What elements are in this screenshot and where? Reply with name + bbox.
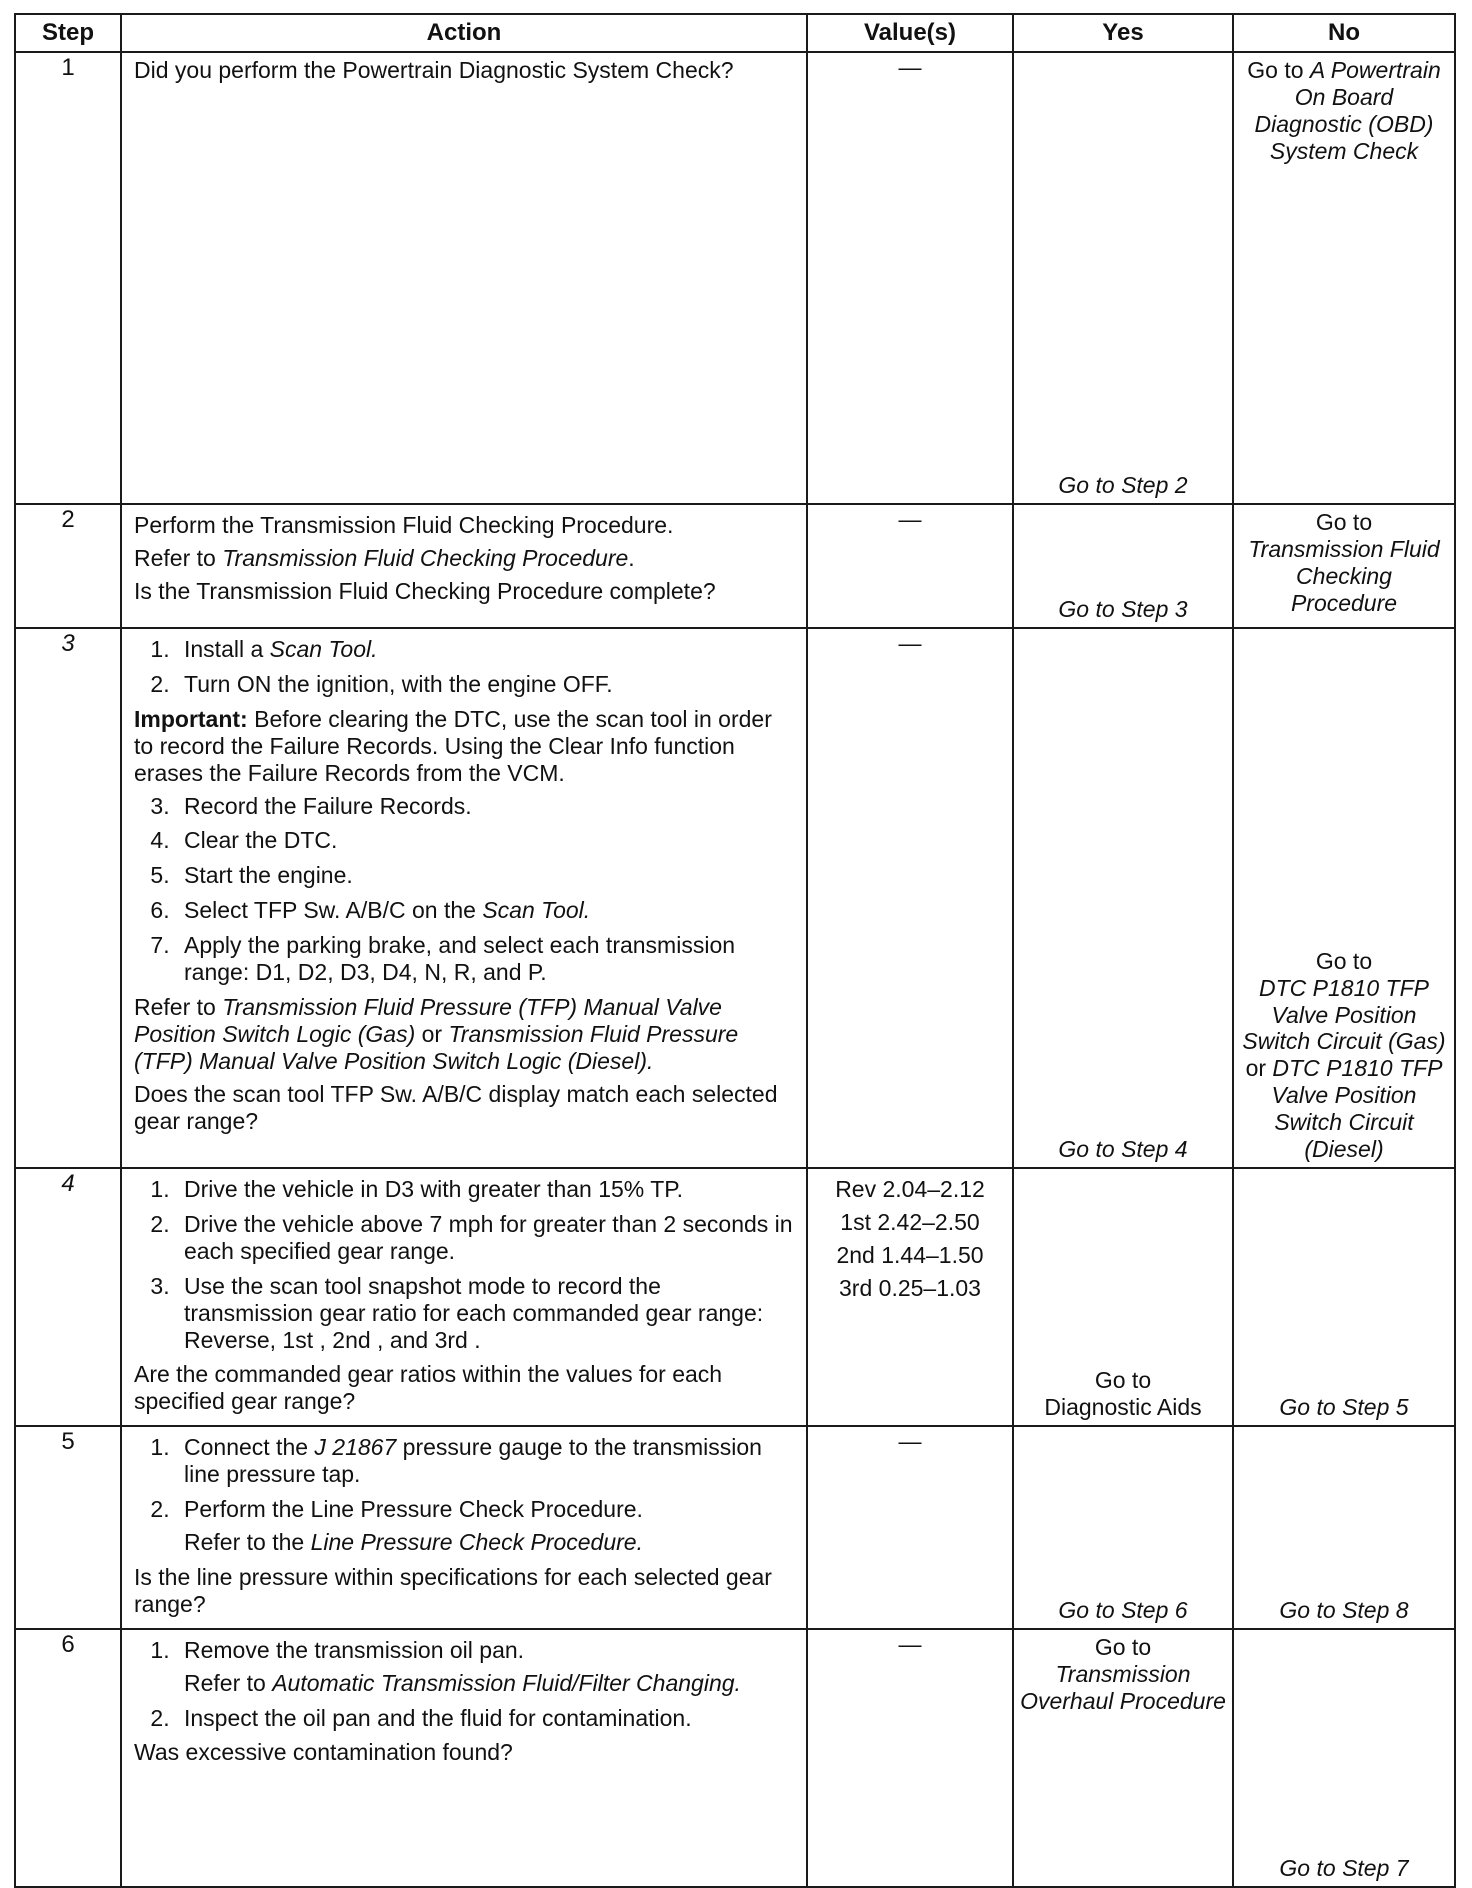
yes-target: Transmission Overhaul Procedure xyxy=(1020,1660,1226,1714)
no-link[interactable]: Go to Step 7 xyxy=(1279,1854,1409,1881)
item-text: Remove the transmission oil pan. xyxy=(184,1636,525,1663)
refer-target[interactable]: Transmission Fluid Checking Procedure xyxy=(222,544,629,571)
list-item: 3. Use the scan tool snapshot mode to record the transmission gear ratio for each commanded gear range: Reverse, 1st , 2nd , and 3rd . xyxy=(176,1273,796,1354)
action-cell xyxy=(121,1629,807,1887)
action-question: Are the commanded gear ratios within the values for each specified gear range? xyxy=(134,1361,723,1415)
list-item xyxy=(176,897,796,924)
refer-target[interactable]: Automatic Transmission Fluid/Filter Changing. xyxy=(272,1669,741,1696)
action-list xyxy=(134,1434,796,1556)
value-cell: — xyxy=(807,1629,1013,1887)
no-cell xyxy=(1233,52,1455,504)
no-cell xyxy=(1233,1629,1455,1887)
no-or: or xyxy=(1245,1055,1267,1082)
action-text: Did you perform the Powertrain Diagnostic System Check? xyxy=(134,57,734,83)
header-step: Step xyxy=(15,14,121,52)
yes-cell xyxy=(1013,52,1233,504)
action-cell xyxy=(121,628,807,1168)
yes-link[interactable] xyxy=(1020,1634,1226,1714)
item-text: Install a xyxy=(184,636,264,662)
gear-ratio-value: 2nd 1.44–1.50 xyxy=(836,1241,984,1268)
action-cell xyxy=(121,52,807,504)
value-cell xyxy=(807,1168,1013,1426)
action-question: Does the scan tool TFP Sw. A/B/C display match each selected gear range? xyxy=(134,1080,778,1134)
item-italic: Scan Tool. xyxy=(269,636,378,662)
yes-prefix: Go to xyxy=(1094,1367,1152,1394)
list-item: 4. Clear the DTC. xyxy=(176,827,796,854)
value-cell: — xyxy=(807,504,1013,628)
item-text: Connect the xyxy=(184,1434,309,1461)
action-cell xyxy=(121,1426,807,1628)
list-item xyxy=(176,1496,796,1556)
gear-ratio-value: 1st 2.42–2.50 xyxy=(840,1208,980,1235)
diagnostic-table xyxy=(14,13,1456,1888)
no-cell xyxy=(1233,1426,1455,1628)
value-cell: — xyxy=(807,52,1013,504)
action-list xyxy=(134,1637,796,1732)
refer-prefix: Refer to the xyxy=(184,1528,305,1555)
list-item: 2. Drive the vehicle above 7 mph for greater than 2 seconds in each specified gear range. xyxy=(176,1211,796,1265)
yes-cell xyxy=(1013,1629,1233,1887)
no-link[interactable] xyxy=(1242,948,1445,1162)
no-cell xyxy=(1233,504,1455,628)
list-item xyxy=(176,636,796,663)
step-number: 4 xyxy=(15,1168,121,1426)
refer-prefix: Refer to xyxy=(134,993,216,1020)
value-cell: — xyxy=(807,628,1013,1168)
no-prefix: Go to xyxy=(1247,57,1304,83)
gear-ratio-value: Rev 2.04–2.12 xyxy=(835,1176,985,1202)
action-list xyxy=(134,793,796,986)
item-text: Select TFP Sw. A/B/C on the xyxy=(184,897,476,924)
list-item: 2. Turn ON the ignition, with the engine OFF. xyxy=(176,671,796,698)
header-values: Value(s) xyxy=(807,14,1013,52)
list-item: 7. Apply the parking brake, and select each transmission range: D1, D2, D3, D4, N, R, and P. xyxy=(176,932,796,986)
no-cell xyxy=(1233,1168,1455,1426)
no-prefix: Go to xyxy=(1315,947,1373,974)
list-item xyxy=(176,1637,796,1697)
action-question: Is the Transmission Fluid Checking Procedure complete? xyxy=(134,577,716,604)
yes-prefix: Go to xyxy=(1094,1633,1152,1660)
no-target: DTC P1810 TFP Valve Position Switch Circuit (Diesel) xyxy=(1271,1055,1443,1163)
item-italic: J 21867 xyxy=(314,1434,397,1461)
no-target: DTC P1810 TFP Valve Position Switch Circuit (Gas) xyxy=(1242,974,1446,1055)
yes-link[interactable]: Go to Step 6 xyxy=(1058,1596,1188,1623)
no-cell xyxy=(1233,628,1455,1168)
header-action: Action xyxy=(121,14,807,52)
yes-cell xyxy=(1013,1426,1233,1628)
no-link[interactable] xyxy=(1247,57,1440,164)
important-text: Before clearing the DTC, use the scan tool in order to record the Failure Records. Using the Clear Info function erases the Failure Records from the VCM. xyxy=(134,705,772,786)
header-row xyxy=(15,14,1455,52)
list-item xyxy=(176,1434,796,1488)
action-cell xyxy=(121,504,807,628)
yes-cell xyxy=(1013,504,1233,628)
value-cell: — xyxy=(807,1426,1013,1628)
refer-target[interactable]: Transmission Fluid Pressure (TFP) Manual Valve Position Switch Logic (Gas) xyxy=(134,993,722,1047)
no-target: A Powertrain On Board Diagnostic (OBD) System Check xyxy=(1254,57,1441,164)
yes-link[interactable]: Go to Step 3 xyxy=(1058,596,1188,623)
refer-prefix: Refer to xyxy=(134,544,216,571)
header-no: No xyxy=(1233,14,1455,52)
table-row xyxy=(15,1629,1455,1887)
step-number: 6 xyxy=(15,1629,121,1887)
table-row xyxy=(15,504,1455,628)
list-item: 5. Start the engine. xyxy=(176,862,796,889)
no-prefix: Go to xyxy=(1315,509,1373,535)
step-number: 5 xyxy=(15,1426,121,1628)
item-text: Perform the Line Pressure Check Procedure. xyxy=(184,1496,643,1523)
action-question: Was excessive contamination found? xyxy=(134,1739,513,1766)
no-link[interactable] xyxy=(1248,509,1439,616)
refer-target[interactable]: Line Pressure Check Procedure. xyxy=(310,1528,643,1555)
table-row xyxy=(15,1168,1455,1426)
no-link[interactable]: Go to Step 5 xyxy=(1279,1394,1409,1421)
table-row xyxy=(15,628,1455,1168)
action-list xyxy=(134,1176,796,1353)
list-item: 2. Inspect the oil pan and the fluid for contamination. xyxy=(176,1705,796,1732)
item-italic: Scan Tool. xyxy=(482,897,591,924)
important-note xyxy=(134,706,796,787)
header-yes: Yes xyxy=(1013,14,1233,52)
yes-cell xyxy=(1013,628,1233,1168)
no-link[interactable]: Go to Step 8 xyxy=(1279,1596,1409,1623)
step-number: 3 xyxy=(15,628,121,1168)
action-question: Is the line pressure within specifications for each selected gear range? xyxy=(134,1563,772,1617)
action-refer xyxy=(134,994,796,1075)
action-line: Perform the Transmission Fluid Checking Procedure. xyxy=(134,512,674,538)
refer-prefix: Refer to xyxy=(184,1669,266,1696)
yes-link[interactable] xyxy=(1044,1367,1201,1420)
no-target: Transmission Fluid Checking Procedure xyxy=(1248,535,1440,616)
refer-period: . xyxy=(628,544,635,571)
action-cell xyxy=(121,1168,807,1426)
item-refer xyxy=(184,1529,796,1556)
action-list xyxy=(134,636,796,698)
yes-link[interactable]: Go to Step 2 xyxy=(1058,472,1188,499)
item-text: pressure gauge to the transmission line pressure tap. xyxy=(184,1434,762,1488)
table-row xyxy=(15,52,1455,504)
action-line xyxy=(134,545,796,572)
refer-or: or xyxy=(421,1020,443,1047)
step-number: 1 xyxy=(15,52,121,504)
step-number: 2 xyxy=(15,504,121,628)
yes-link[interactable]: Go to Step 4 xyxy=(1058,1136,1188,1163)
important-label: Important: xyxy=(134,705,248,732)
list-item: 3. Record the Failure Records. xyxy=(176,793,796,820)
table-row xyxy=(15,1426,1455,1628)
item-refer xyxy=(184,1670,796,1697)
yes-target: Diagnostic Aids xyxy=(1044,1394,1202,1421)
yes-cell xyxy=(1013,1168,1233,1426)
gear-ratio-value: 3rd 0.25–1.03 xyxy=(839,1274,981,1301)
list-item: 1. Drive the vehicle in D3 with greater than 15% TP. xyxy=(176,1176,796,1203)
refer-target[interactable]: Transmission Fluid Pressure (TFP) Manual Valve Position Switch Logic (Diesel). xyxy=(134,1020,739,1074)
